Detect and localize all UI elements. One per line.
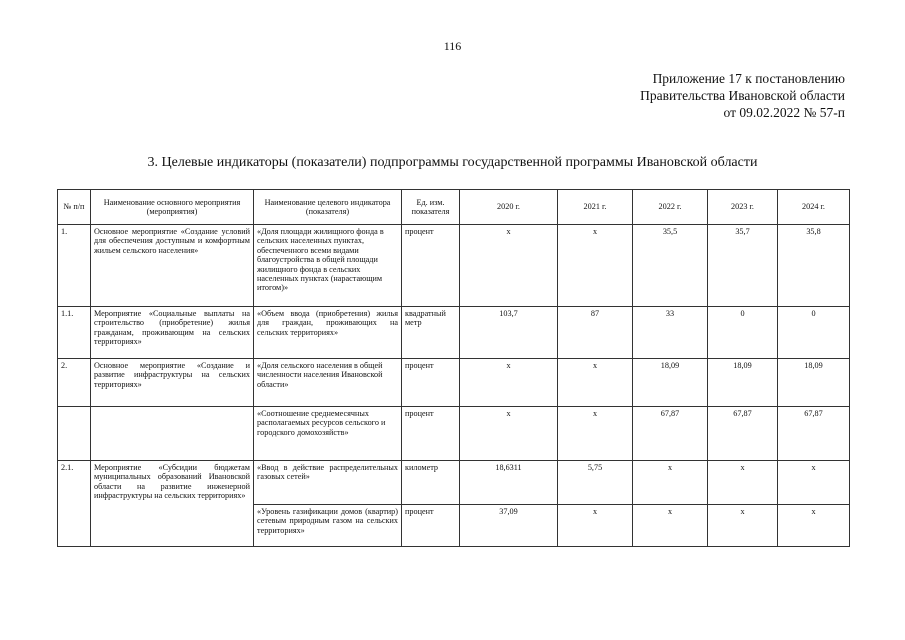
table-row <box>58 461 850 505</box>
cell-num: 2.1. <box>58 461 91 547</box>
cell-indicator: «Доля площади жилищного фонда в сельских населенных пунктах, обеспеченного всеми видами благоустройства в общей площади жилищного фонда в сельских населенных пунктах (нарастающим итогом)» <box>254 225 402 307</box>
header-event: Наименование основного мероприятия (мероприятия) <box>91 190 254 225</box>
cell-unit: процент <box>402 505 460 547</box>
table-header-row <box>58 190 850 225</box>
appendix-line-1: Приложение 17 к постановлению <box>652 71 845 86</box>
cell-2024: 35,8 <box>778 225 850 307</box>
table-row <box>58 225 850 307</box>
cell-indicator: «Соотношение среднемесячных располагаемых ресурсов сельского и городского домохозяйств» <box>254 407 402 461</box>
cell-indicator: «Объем ввода (приобретения) жилья для граждан, проживающих на сельских территориях» <box>254 307 402 359</box>
cell-event <box>91 407 254 461</box>
cell-2022: 35,5 <box>633 225 708 307</box>
indicators-table <box>57 189 850 547</box>
appendix-line-3: от 09.02.2022 № 57-п <box>723 105 845 120</box>
cell-indicator: «Ввод в действие распределительных газовых сетей» <box>254 461 402 505</box>
cell-2023: х <box>708 461 778 505</box>
header-num: № п/п <box>58 190 91 225</box>
cell-2023: 67,87 <box>708 407 778 461</box>
cell-2023: 18,09 <box>708 359 778 407</box>
cell-2024: 67,87 <box>778 407 850 461</box>
cell-unit: процент <box>402 359 460 407</box>
cell-2022: 67,87 <box>633 407 708 461</box>
cell-unit: километр <box>402 461 460 505</box>
cell-2020: х <box>460 407 558 461</box>
cell-2024: 0 <box>778 307 850 359</box>
cell-2023: х <box>708 505 778 547</box>
cell-2022: х <box>633 505 708 547</box>
page-number: 116 <box>443 39 462 53</box>
cell-indicator: «Уровень газификации домов (квартир) сетевым природным газом на сельских территориях» <box>254 505 402 547</box>
cell-2022: 33 <box>633 307 708 359</box>
header-2024: 2024 г. <box>778 190 850 225</box>
table-row <box>58 407 850 461</box>
header-indicator: Наименование целевого индикатора (показателя) <box>254 190 402 225</box>
cell-num: 1.1. <box>58 307 91 359</box>
header-2020: 2020 г. <box>460 190 558 225</box>
cell-2020: 103,7 <box>460 307 558 359</box>
appendix-header <box>640 70 845 121</box>
cell-unit: процент <box>402 407 460 461</box>
cell-event: Мероприятие «Социальные выплаты на строительство (приобретение) жилья гражданам, проживающим на сельских территориях» <box>91 307 254 359</box>
table-row <box>58 307 850 359</box>
cell-2022: 18,09 <box>633 359 708 407</box>
cell-2024: х <box>778 461 850 505</box>
cell-event: Основное мероприятие «Создание условий для обеспечения доступным и комфортным жильем сельского населения» <box>91 225 254 307</box>
cell-2021: 87 <box>558 307 633 359</box>
header-unit: Ед. изм. показателя <box>402 190 460 225</box>
document-title: 3. Целевые индикаторы (показатели) подпрограммы государственной программы Ивановской области <box>147 155 758 170</box>
table-row <box>58 359 850 407</box>
cell-unit: процент <box>402 225 460 307</box>
cell-2020: х <box>460 225 558 307</box>
cell-2020: 37,09 <box>460 505 558 547</box>
cell-event: Основное мероприятие «Создание и развитие инфраструктуры на сельских территориях» <box>91 359 254 407</box>
header-2022: 2022 г. <box>633 190 708 225</box>
cell-num: 2. <box>58 359 91 407</box>
appendix-line-2: Правительства Ивановской области <box>640 88 845 103</box>
cell-2021: х <box>558 359 633 407</box>
cell-2023: 0 <box>708 307 778 359</box>
cell-2021: х <box>558 225 633 307</box>
header-2021: 2021 г. <box>558 190 633 225</box>
cell-2020: х <box>460 359 558 407</box>
cell-2024: х <box>778 505 850 547</box>
header-2023: 2023 г. <box>708 190 778 225</box>
cell-2020: 18,6311 <box>460 461 558 505</box>
cell-num <box>58 407 91 461</box>
cell-event: Мероприятие «Субсидии бюджетам муниципальных образований Ивановской области на развитие инженерной инфраструктуры на сельских территориях» <box>91 461 254 547</box>
cell-2021: х <box>558 505 633 547</box>
cell-2021: 5,75 <box>558 461 633 505</box>
cell-2024: 18,09 <box>778 359 850 407</box>
cell-unit: квадратный метр <box>402 307 460 359</box>
cell-2021: х <box>558 407 633 461</box>
cell-num: 1. <box>58 225 91 307</box>
cell-2022: х <box>633 461 708 505</box>
cell-2023: 35,7 <box>708 225 778 307</box>
cell-indicator: «Доля сельского населения в общей численности населения Ивановской области» <box>254 359 402 407</box>
